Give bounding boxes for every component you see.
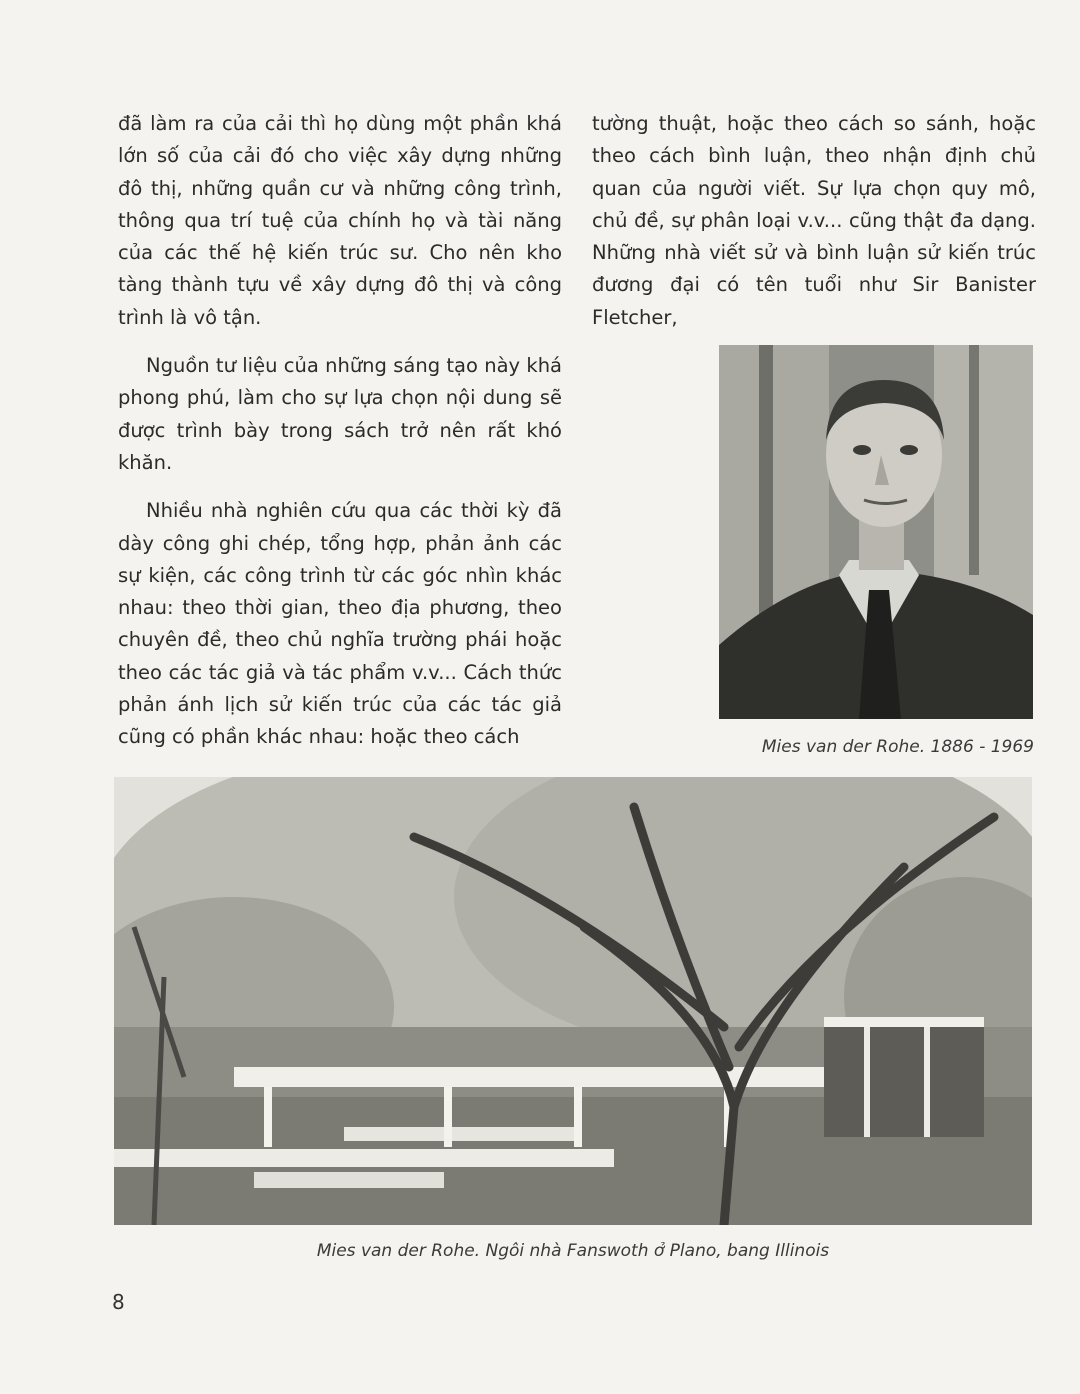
house-photo <box>114 777 1032 1225</box>
left-text-column <box>118 108 562 770</box>
portrait-photo <box>719 345 1033 719</box>
page-number: 8 <box>112 1290 125 1314</box>
paragraph-3: Nhiều nhà nghiên cứu qua các thời kỳ đã dày công ghi chép, tổng hợp, phản ảnh các sự kiện, các công trình từ các góc nhìn khác nhau: theo thời gian, theo địa phương, theo chuyên đề, theo chủ nghĩa trường phái hoặc theo các tác giả và tác phẩm v.v... Cách thức phản ánh lịch sử kiến trúc của các tác giả cũng có phần khác nhau: hoặc theo cách <box>118 499 562 749</box>
portrait-illustration <box>719 345 1033 719</box>
right-text-column <box>592 108 1036 334</box>
paragraph-1: đã làm ra của cải thì họ dùng một phần khá lớn số của cải đó cho việc xây dựng những đô thị, những quần cư và những công trình, thông qua trí tuệ của chính họ và tài năng của các thế hệ kiến trúc sư. Cho nên kho tàng thành tựu về xây dựng đô thị và công trình là vô tận. <box>118 112 562 329</box>
house-caption: Mies van der Rohe. Ngôi nhà Fanswoth ở Plano, bang Illinois <box>316 1241 830 1261</box>
paragraph-2: Nguồn tư liệu của những sáng tạo này khá phong phú, làm cho sự lựa chọn nội dung sẽ được trình bày trong sách trở nên rất khó khăn. <box>118 354 562 474</box>
portrait-caption: Mies van der Rohe. 1886 - 1969 <box>761 737 1034 757</box>
house-illustration <box>114 777 1032 1225</box>
paragraph-continued: tường thuật, hoặc theo cách so sánh, hoặc theo cách bình luận, theo nhận định chủ quan của người viết. Sự lựa chọn quy mô, chủ đề, sự phân loại v.v... cũng thật đa dạng. Những nhà viết sử và bình luận sử kiến trúc đương đại có tên tuổi như Sir Banister Fletcher, <box>592 112 1036 329</box>
